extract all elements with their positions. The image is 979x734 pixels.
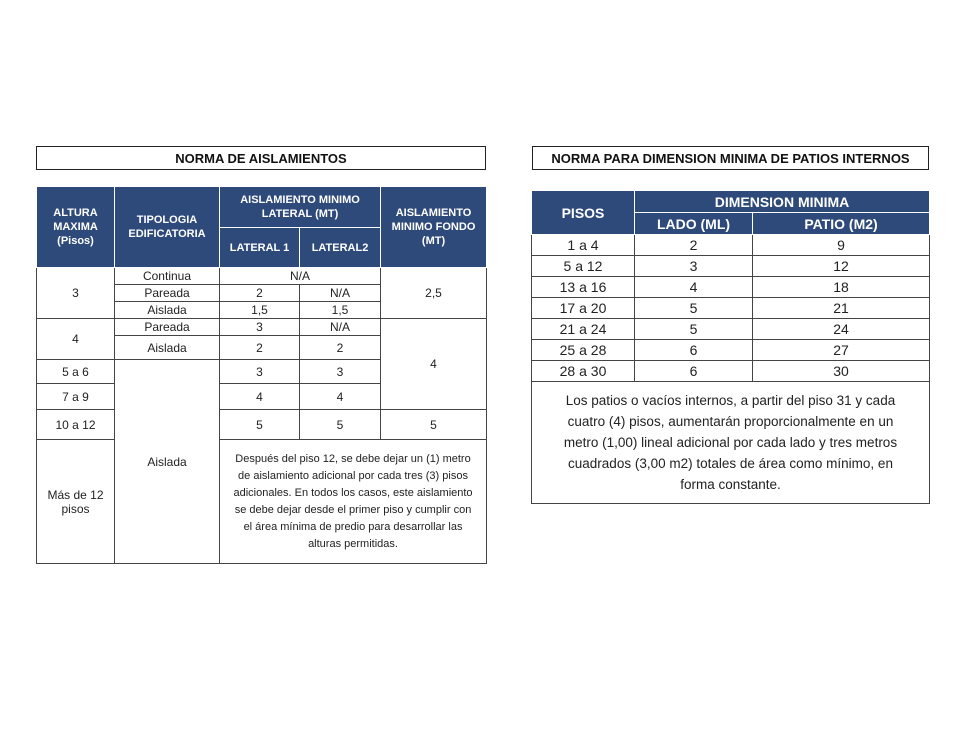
cell-pisos: 25 a 28	[532, 340, 635, 361]
cell-patio: 9	[753, 235, 930, 256]
cell-lateral1: 3	[220, 360, 300, 384]
cell-lado: 3	[635, 256, 753, 277]
cell-lateral2: 3	[300, 360, 381, 384]
cell-lateral1: 2	[220, 285, 300, 302]
header-lateral1: LATERAL 1	[220, 228, 300, 268]
cell-altura: 5 a 6	[37, 360, 115, 384]
cell-altura-4: 4	[37, 319, 115, 360]
table-row	[532, 256, 930, 277]
cell-lado: 6	[635, 361, 753, 382]
cell-altura: 7 a 9	[37, 384, 115, 410]
cell-altura: Más de 12 pisos	[37, 440, 115, 564]
cell-lado: 4	[635, 277, 753, 298]
cell-lateral1: 2	[220, 336, 300, 360]
cell-lateral1: 5	[220, 410, 300, 440]
cell-patio: 30	[753, 361, 930, 382]
cell-pisos: 28 a 30	[532, 361, 635, 382]
table-row	[532, 340, 930, 361]
cell-patio: 21	[753, 298, 930, 319]
header-dimension: DIMENSION MINIMA	[635, 191, 930, 213]
header-lateral-group: AISLAMIENTO MINIMO LATERAL (MT)	[220, 187, 381, 228]
patios-note: Los patios o vacíos internos, a partir del piso 31 y cada cuatro (4) pisos, aumentarán proporcionalmente en un metro (1,00) lineal adicional por cada lado y tres metros cuadrados (3,00 m2) totales de área como mínimo, en forma constante.	[532, 382, 930, 504]
aislamientos-note: Después del piso 12, se debe dejar un (1) metro de aislamiento adicional por cada tres (3) pisos adicionales. En todos los casos, este aislamiento se debe dejar desde el primer piso y cumplir con el área mínima de predio para desarrollar las alturas permitidas.	[220, 440, 487, 564]
cell-na: N/A	[220, 268, 381, 285]
cell-pisos: 17 a 20	[532, 298, 635, 319]
cell-tipologia: Pareada	[115, 319, 220, 336]
cell-tipologia: Continua	[115, 268, 220, 285]
cell-patio: 27	[753, 340, 930, 361]
cell-lado: 5	[635, 319, 753, 340]
patios-title: NORMA PARA DIMENSION MINIMA DE PATIOS INTERNOS	[532, 146, 929, 170]
header-pisos: PISOS	[532, 191, 635, 235]
table-row	[532, 319, 930, 340]
cell-lateral1: 1,5	[220, 302, 300, 319]
cell-fondo: 4	[381, 319, 487, 410]
cell-tipologia: Aislada	[115, 336, 220, 360]
cell-pisos: 1 a 4	[532, 235, 635, 256]
cell-altura-3: 3	[37, 268, 115, 319]
cell-lateral2: N/A	[300, 285, 381, 302]
cell-fondo: 5	[381, 410, 487, 440]
cell-altura: 10 a 12	[37, 410, 115, 440]
header-patio: PATIO (M2)	[753, 213, 930, 235]
header-lateral2: LATERAL2	[300, 228, 381, 268]
header-fondo: AISLAMIENTO MINIMO FONDO (MT)	[381, 187, 487, 268]
table-row	[532, 361, 930, 382]
cell-tipologia: Aislada	[115, 302, 220, 319]
cell-lateral2: 5	[300, 410, 381, 440]
cell-lateral2: N/A	[300, 319, 381, 336]
header-altura: ALTURA MAXIMA (Pisos)	[37, 187, 115, 268]
cell-lateral2: 2	[300, 336, 381, 360]
table-row	[532, 277, 930, 298]
cell-lateral2: 4	[300, 384, 381, 410]
header-lado: LADO (ML)	[635, 213, 753, 235]
aislamientos-table	[36, 186, 487, 564]
patios-table	[531, 190, 930, 504]
cell-lado: 6	[635, 340, 753, 361]
cell-lado: 2	[635, 235, 753, 256]
cell-fondo: 2,5	[381, 268, 487, 319]
cell-patio: 18	[753, 277, 930, 298]
table-row	[532, 235, 930, 256]
table-row	[532, 298, 930, 319]
cell-tipologia: Pareada	[115, 285, 220, 302]
cell-tipologia-aislada: Aislada	[115, 360, 220, 564]
cell-pisos: 13 a 16	[532, 277, 635, 298]
cell-lateral2: 1,5	[300, 302, 381, 319]
cell-pisos: 21 a 24	[532, 319, 635, 340]
cell-pisos: 5 a 12	[532, 256, 635, 277]
cell-lateral1: 4	[220, 384, 300, 410]
header-tipologia: TIPOLOGIA EDIFICATORIA	[115, 187, 220, 268]
cell-patio: 12	[753, 256, 930, 277]
cell-patio: 24	[753, 319, 930, 340]
cell-lado: 5	[635, 298, 753, 319]
cell-lateral1: 3	[220, 319, 300, 336]
aislamientos-title: NORMA DE AISLAMIENTOS	[36, 146, 486, 170]
